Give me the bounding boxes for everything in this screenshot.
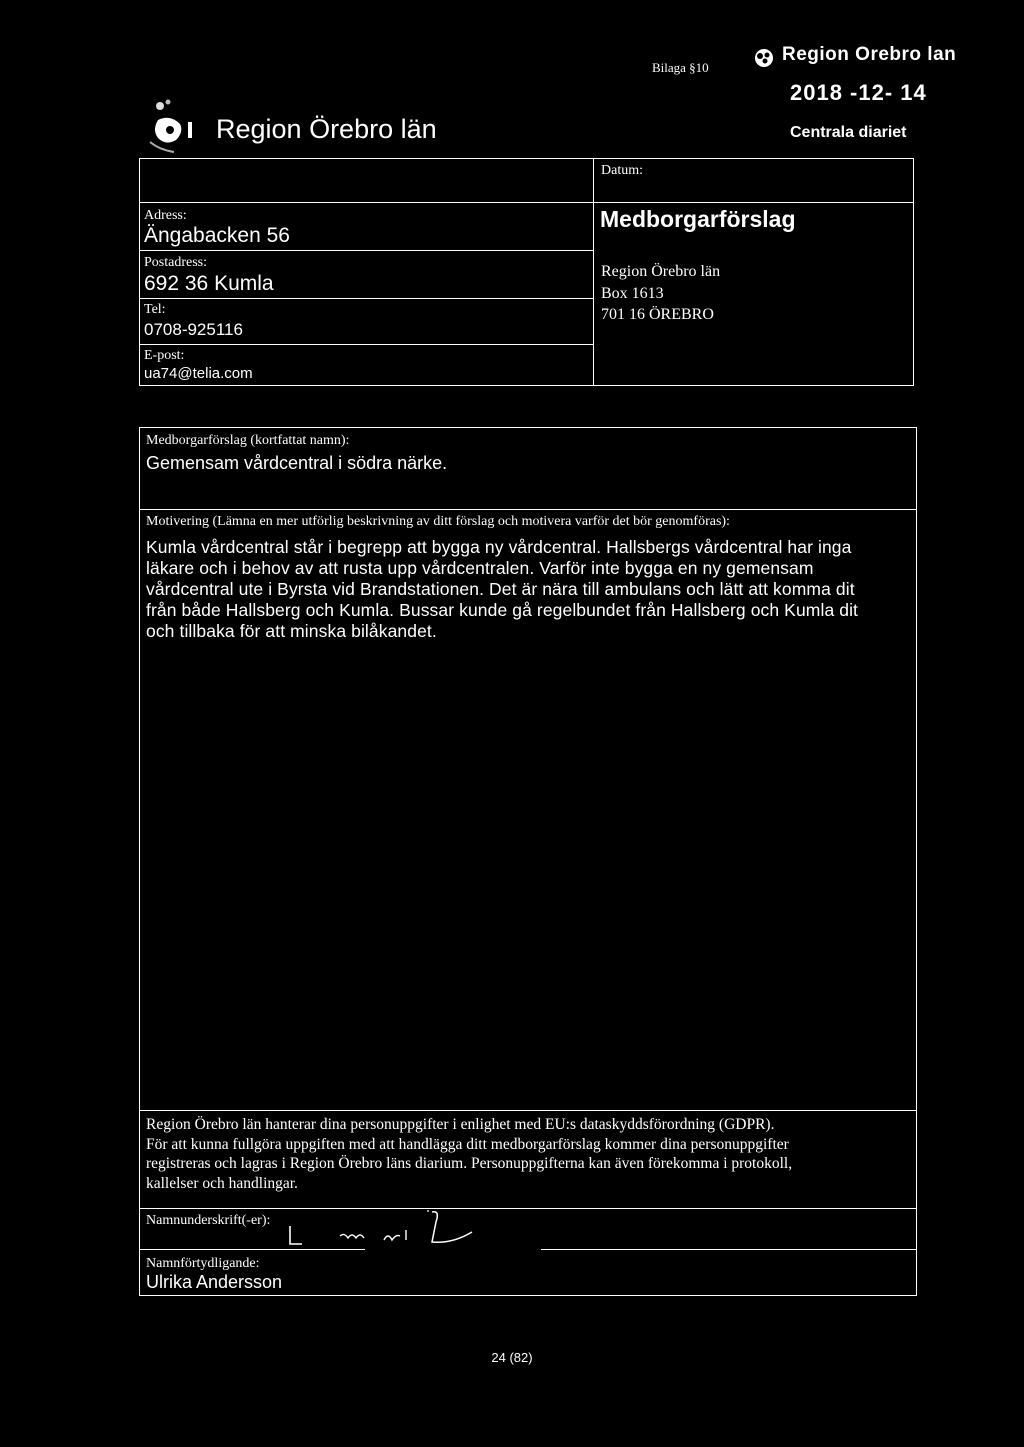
clarification-value: Ulrika Andersson xyxy=(146,1272,283,1292)
stamp-date: 2018 -12- 14 xyxy=(790,80,927,105)
postal-label: Postadress: xyxy=(144,255,207,270)
motivation-line: läkare och i behov av att rusta upp vårdcentralen. Varför inte bygga en ny gemensam xyxy=(146,558,814,578)
form-title: Medborgarförslag xyxy=(600,206,796,232)
motivation-line: vårdcentral ute i Byrsta vid Brandstationen. Det är nära till ambulans och lätt att komma dit xyxy=(146,579,855,599)
recipient-line1: Region Örebro län xyxy=(601,263,721,280)
recipient-line2: Box 1613 xyxy=(601,285,664,302)
gdpr-line: För att kunna fullgöra uppgiften med att handlägga ditt medborgarförslag kommer dina personuppgifter xyxy=(146,1135,789,1153)
region-logo-icon xyxy=(140,90,210,165)
proposal-name-label: Medborgarförslag (kortfattat namn): xyxy=(146,433,350,448)
stamp-region: Region Orebro lan xyxy=(782,44,957,65)
bilaga-label: Bilaga §10 xyxy=(652,60,709,75)
stamp-logo-icon xyxy=(752,46,776,75)
clarification-label: Namnförtydligande: xyxy=(146,1256,260,1271)
motivation-line: Kumla vårdcentral står i begrepp att bygga ny vårdcentral. Hallsbergs vårdcentral har inga xyxy=(146,537,852,557)
tel-label: Tel: xyxy=(144,302,166,317)
postal-value: 692 36 Kumla xyxy=(144,272,274,295)
recipient-line3: 701 16 ÖREBRO xyxy=(601,306,714,323)
motivation-line: och tillbaka för att minska bilåkandet. xyxy=(146,621,437,641)
proposal-name-value: Gemensam vårdcentral i södra närke. xyxy=(146,453,448,473)
gdpr-notice xyxy=(146,1115,792,1193)
motivation-text xyxy=(146,537,858,642)
address-value: Ängabacken 56 xyxy=(144,224,290,247)
datum-label: Datum: xyxy=(601,163,643,178)
gdpr-line: kallelser och handlingar. xyxy=(146,1174,298,1192)
tel-value: 0708-925116 xyxy=(144,320,243,339)
signature-label: Namnunderskrift(-er): xyxy=(146,1213,271,1228)
address-label: Adress: xyxy=(144,208,187,223)
gdpr-line: Region Örebro län hanterar dina personuppgifter i enlighet med EU:s dataskyddsförordning (GDPR). xyxy=(146,1116,775,1133)
motivation-line: från både Hallsberg och Kumla. Bussar kunde gå regelbundet från Hallsberg och Kumla dit xyxy=(146,600,859,620)
stamp-diariet: Centrala diariet xyxy=(790,124,907,141)
gdpr-line: registreras och lagras i Region Örebro läns diarium. Personuppgifterna kan även förekomma i protokoll, xyxy=(146,1155,793,1172)
page-number: 24 (82) xyxy=(491,1350,533,1365)
logo-text: Region Örebro län xyxy=(216,114,437,144)
email-value: ua74@telia.com xyxy=(144,365,253,382)
email-label: E-post: xyxy=(144,348,185,363)
motivation-label: Motivering (Lämna en mer utförlig beskrivning av ditt förslag och motivera varför det bör genomföras): xyxy=(146,514,730,529)
